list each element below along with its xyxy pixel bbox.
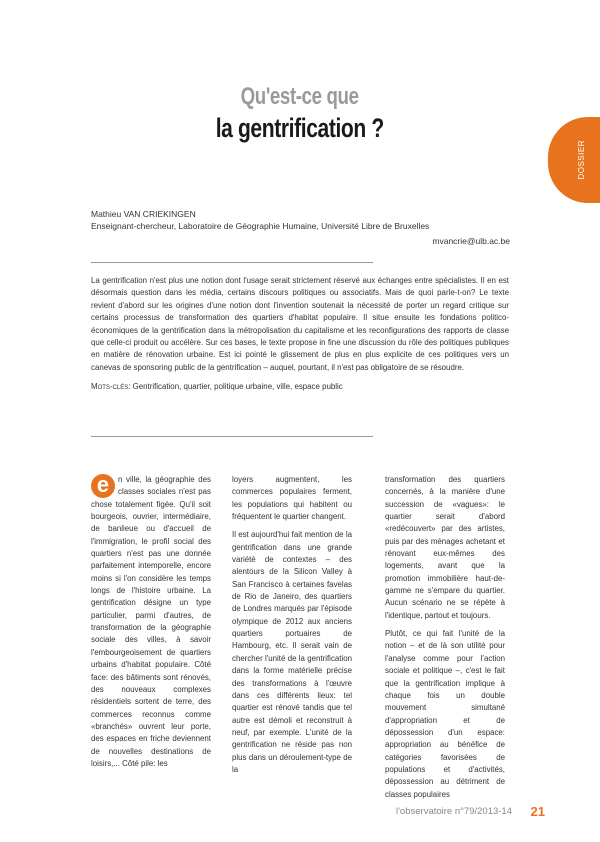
author-name: Mathieu VAN CRIEKINGEN	[91, 209, 196, 219]
col1-text: n ville, la géographie des classes sociales n'est pas chose totalement figée. Qu'il soit bourgeois, ouvrier, intermédiaire, de banlieue ou d'accueil de l'immigration, le profil social des quartiers n'est pas une donnée parfaitement intemporelle, encore moins si l'on considère les temps longs de l'histoire urbaine. La gentrification désigne un type particulier, parmi d'autres, de transformation de la géographie sociale des villes, à savoir l'embourgeoisement de quartiers urbains d'habitat populaire. Côté face: des bâtiments sont rénovés, des nouveaux complexes résidentiels sortent de terre, des commerces reconnus comme «branchés» ouvrent leur porte, des espaces en friche deviennent de nouvelles destinations de loisirs,... Côté pile: les	[91, 475, 211, 768]
abstract-top-rule	[91, 262, 373, 263]
abstract-text: La gentrification n'est plus une notion dont l'usage serait strictement réservé aux échanges entre spécialistes. Il en est désormais question dans les média, certains discours politiques ou associatifs. Mais de quoi parle-t-on? Le texte revient d'abord sur les origines d'une notion dont l'invention soutenait la nécessité de porter un regard critique sur certains processus de transformation des quartiers d'habitat populaire. Il situe ensuite les fondations politico-économiques de la gentrification dans la métropolisation du capitalisme et les reconfigurations des rapports de classe que celle-ci produit ou accélère. Sur ces bases, le texte propose in fine une discussion du rôle des politiques publiques en matière de rénovation urbaine. Est ici pointé le glissement de plus en plus explicite de ces politiques vers un canevas de sponsoring public de la gentrification – auquel, pourtant, il n'est pas obligatoire de se résoudre.	[91, 276, 509, 372]
title-line-2: la gentrification ?	[215, 113, 385, 143]
col2-paragraph-1: loyers augmentent, les commerces populaires ferment, les populations qui habitent ou fréquentent le quartier changent.	[232, 475, 352, 522]
keywords-list: Gentrification, quartier, politique urbaine, ville, espace public	[130, 382, 343, 392]
keywords-label: Mots-clés:	[91, 382, 131, 392]
body-column-2	[232, 474, 352, 776]
col2-paragraph-2: Il est aujourd'hui fait mention de la gentrification dans une grande variété de contextes – des alentours de la Silicon Valley à San Francisco à certaines favelas de Rio de Janeiro, des quartiers de Londres marqués par l'épisode olympique de 2012 aux anciens quartiers portuaires de Hambourg, etc. Il serait vain de chercher l'unité de la gentrification dans la forme matérielle précise des transformations à l'œuvre dans ces différents lieux: tel quartier est rénové tandis que tel autre est démoli et reconstruit à neuf, par exemple. L'unité de la gentrification ne réside pas non plus dans un déroulement-type de la	[232, 530, 352, 774]
body-column-1	[91, 474, 211, 770]
page-number: 21	[530, 804, 545, 819]
title-line-1: Qu'est-ce que	[241, 83, 359, 110]
journal-footer: l'observatoire n°79/2013-14	[396, 806, 512, 817]
col3-paragraph-2: Plutôt, ce qui fait l'unité de la notion – et de là son utilité pour l'analyse comme pour l'action sociale et politique –, c'est le fait que la gentrification implique à chaque fois un double mouvement simultané d'appropriation et de dépossession d'un espace: appropriation au bénéfice de catégories favorisées de populations et d'activités, dépossession au détriment de classes populaires	[385, 629, 505, 799]
abstract-bottom-rule	[91, 436, 373, 437]
author-block	[91, 208, 429, 232]
section-tab-label: DOSSIER	[577, 140, 586, 180]
abstract	[91, 275, 509, 394]
dropcap: e	[91, 474, 115, 498]
author-affiliation: Enseignant-chercheur, Laboratoire de Géographie Humaine, Université Libre de Bruxelles	[91, 221, 430, 231]
keywords	[91, 381, 509, 393]
author-email: mvancrie@ulb.ac.be	[432, 236, 510, 246]
body-column-3	[385, 474, 505, 801]
col3-paragraph-1: transformation des quartiers concernés, à la manière d'une succession de «vagues»: le quartier serait d'abord «redécouvert» par des artistes, puis par des ménages achetant et rénovant eux-mêmes des logements, avant que la promotion immobilière haut-de-gamme ne s'empare du quartier. Aucun scénario ne se répète à l'identique, partout et toujours.	[385, 475, 505, 620]
